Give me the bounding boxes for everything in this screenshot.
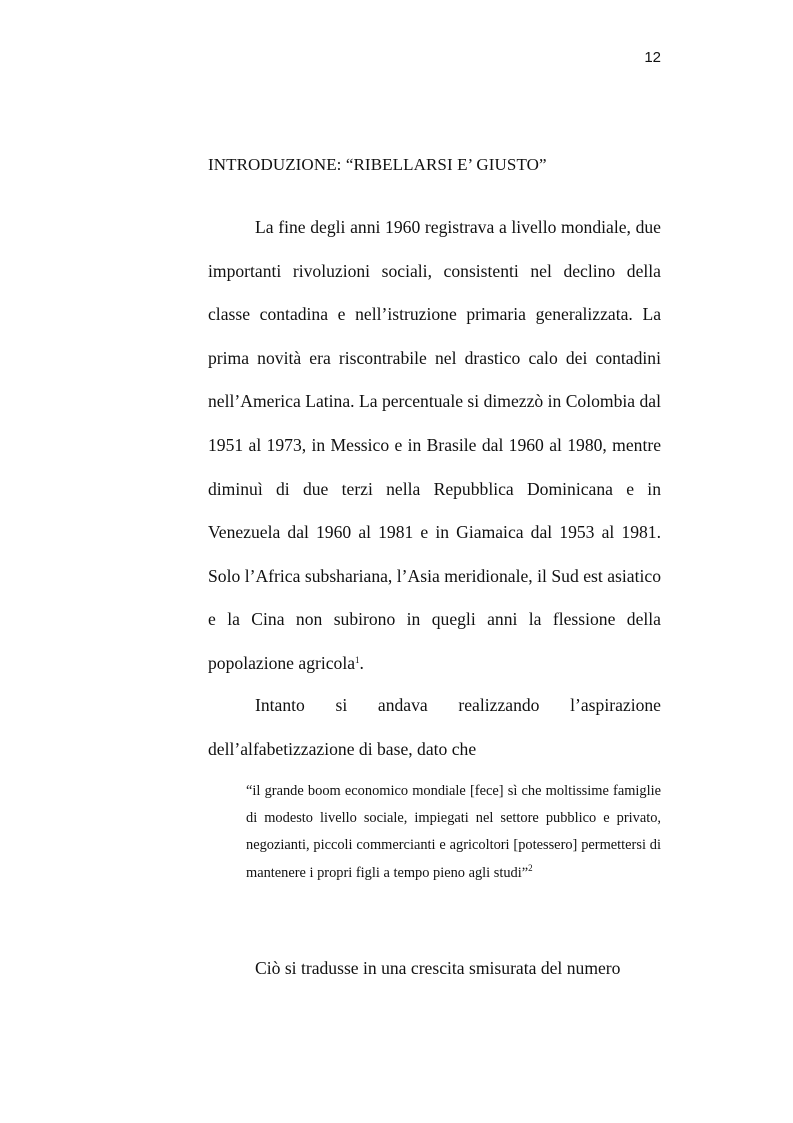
body-paragraph-3: Ciò si tradusse in una crescita smisurata del numero	[255, 958, 621, 978]
body-paragraph-1	[208, 206, 661, 686]
paragraph-1-end: .	[359, 652, 364, 673]
paragraph-1-text: La fine degli anni 1960 registrava a livello mondiale, due importanti rivoluzioni sociali, consistenti nel declino della classe contadina e nell’istruzione primaria generalizzata. La prima novità era riscontrabile nel drastico calo dei contadini nell’America Latina. La percentuale si dimezzò in Colombia dal 1951 al 1973, in Messico e in Brasile dal 1960 al 1980, mentre diminuì di due terzi nella Repubblica Dominicana e in Venezuela dal 1960 al 1981 e in Giamaica dal 1953 al 1981. Solo l’Africa subshariana, l’Asia meridionale, il Sud est asiatico e la Cina non subirono in quegli anni la flessione della popolazione agricola	[208, 217, 661, 673]
body-paragraph-2: Intanto si andava realizzando l’aspirazione dell’alfabetizzazione di base, dato che	[208, 695, 661, 759]
block-quote	[246, 778, 661, 887]
chapter-title: INTRODUZIONE: “RIBELLARSI E’ GIUSTO”	[208, 155, 547, 174]
footnote-reference-1[interactable]: 1	[355, 654, 360, 665]
footnote-reference-2[interactable]: 2	[528, 862, 533, 873]
quote-text: “il grande boom economico mondiale [fece] sì che moltissime famiglie di modesto livello sociale, impiegati nel settore pubblico e privato, negozianti, piccoli commercianti e agricoltori [potessero] permettersi di mantenere i propri figli a tempo pieno agli studi”	[246, 783, 661, 881]
page-number: 12	[644, 49, 661, 66]
